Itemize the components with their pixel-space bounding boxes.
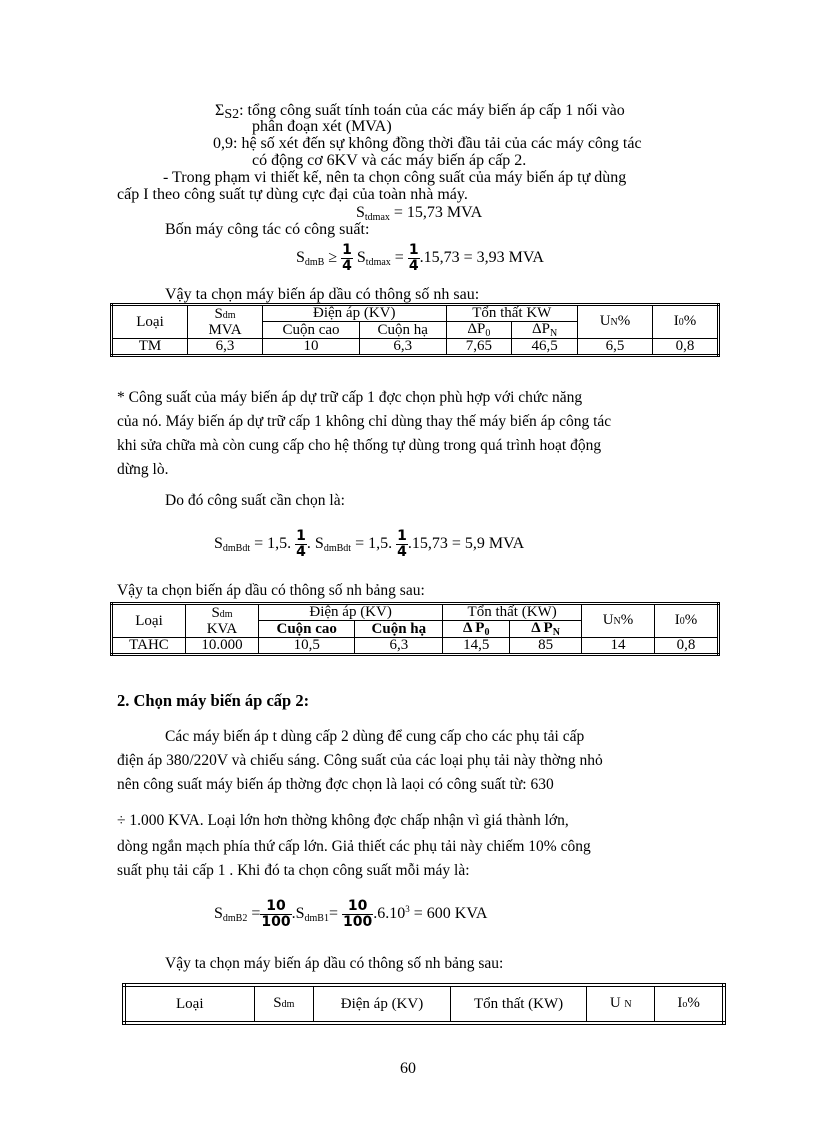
header-pn: Δ $P_N$	[510, 621, 582, 638]
table3-caption: Vậy ta chọn máy biến áp dầu có thông số nh bảng sau:	[165, 955, 504, 972]
header-dienap: Điện áp (KV)	[259, 604, 443, 621]
header-p0: $\Delta P_0$	[446, 322, 512, 339]
header-tonthat: Tổn thất KW	[446, 305, 577, 322]
reserve-line-1: * Công suất của máy biến áp dự trữ cấp 1 đợc chọn phù hợp với chức năng	[117, 389, 583, 406]
intro-line-4: có động cơ 6KV và các máy biến áp cấp 2.	[252, 152, 527, 169]
equation-sdmb2: SdmB2 = $\frac{10}{100}$ .SdmB1= $\frac{10}{100}$ $.6.10^3 = 600$ KVA	[214, 897, 488, 930]
section-heading: 2. Chọn máy biến áp cấp 2:	[117, 691, 310, 710]
equation-sdmbdt: SdmBdt = 1,5. $\frac{1}{4}$ . SdmBdt = 1,5. $\frac{1}{4}$ .15,73 = 5,9 MVA	[214, 527, 525, 560]
header-un: U N	[587, 985, 655, 1023]
intro-line-5: - Trong phạm vi thiết kế, nên ta chọn công suất của máy biến áp tự dùng	[163, 169, 627, 186]
intro-line-1: ΣS2: tổng công suất tính toán của các máy biến áp cấp 1 nối vào	[215, 102, 625, 122]
fraction-quarter: $\frac{1}{4}$	[342, 241, 352, 274]
header-sdm: Sdm	[254, 985, 314, 1023]
intro-line-6: cấp I theo công suất tự dùng cực đại của toàn nhà máy.	[117, 186, 468, 203]
table-row: TAHC 10.000 10,5 6,3 14,5 85 14 0,8	[112, 638, 719, 655]
header-un: UN%	[578, 305, 653, 339]
section2-line-6: suất phụ tải cấp 1 . Khi đó ta chọn công suất mỗi máy là:	[117, 862, 470, 879]
fraction-quarter: $\frac{1}{4}$	[408, 241, 419, 274]
four-machines-text: Bốn máy công tác có công suất:	[165, 221, 370, 238]
header-loai: Loại	[112, 305, 188, 339]
header-i0: Io%	[655, 985, 724, 1023]
intro-line-3: 0,9: hệ số xét đến sự không đồng thời đầu tải của các máy công tác	[213, 135, 642, 152]
header-p0: Δ $P_0$	[443, 621, 510, 638]
page-number: 60	[400, 1060, 416, 1077]
header-tonthat: Tổn thất (KW)	[443, 604, 582, 621]
header-cuoncao: Cuộn cao	[263, 322, 360, 339]
reserve-line-4: dừng lò.	[117, 461, 169, 478]
section2-line-5: dòng ngắn mạch phía thứ cấp lớn. Giả thiết các phụ tải này chiếm 10% công	[117, 838, 591, 855]
header-tonthat: Tổn thất (KW)	[450, 985, 587, 1023]
header-cuonha: Cuộn hạ	[359, 322, 446, 339]
fraction-quarter: $\frac{1}{4}$	[296, 527, 306, 560]
header-cuonha: Cuộn hạ	[355, 621, 443, 638]
header-dienap: Điện áp (KV)	[314, 985, 451, 1023]
fraction-quarter: $\frac{1}{4}$	[397, 527, 407, 560]
table2-caption: Vậy ta chọn biến áp dầu có thông số nh bảng sau:	[117, 582, 425, 599]
section2-line-2: điện áp 380/220V và chiếu sáng. Công suất của các loại phụ tải này thờng nhỏ	[117, 752, 603, 769]
section2-line-1: Các máy biến áp t dùng cấp 2 dùng để cung cấp cho các phụ tải cấp	[165, 728, 585, 745]
header-cuoncao: Cuộn cao	[259, 621, 355, 638]
header-pn: $\Delta P_N$	[512, 322, 578, 339]
reserve-line-3: khi sửa chữa mà còn cung cấp cho hệ thống tự dùng trong quá trình hoạt động	[117, 437, 602, 454]
fraction-tenth: $\frac{10}{100}$	[261, 897, 291, 930]
header-loai: Loại	[124, 985, 254, 1023]
reserve-line-2: của nó. Máy biến áp dự trữ cấp 1 không chỉ dùng thay thế máy biến áp công tác	[117, 413, 612, 430]
header-sdm: Sdm MVA	[188, 305, 263, 339]
header-i0: I0%	[655, 604, 719, 638]
sigma-symbol: Σ	[215, 102, 225, 119]
equation-tdmax: Stdmax = 15,73 MVA	[356, 204, 483, 223]
do-do-text: Do đó công suất cần chọn là:	[165, 492, 345, 509]
transformer-table-3	[122, 983, 726, 1025]
equation-sdmb: SdmB ≥ $\frac{1}{4}$ Stdmax = $\frac{1}{4}$ .15,73 = 3,93 MVA	[296, 241, 544, 274]
header-loai: Loại	[112, 604, 186, 638]
intro-line-2: phân đoạn xét (MVA)	[252, 118, 392, 135]
header-un: UN%	[582, 604, 655, 638]
fraction-tenth: $\frac{10}{100}$	[343, 897, 373, 930]
header-sdm: Sdm KVA	[186, 604, 259, 638]
header-i0: I0%	[653, 305, 719, 339]
section2-line-3: nên công suất máy biến áp thờng đợc chọn là laọi có công suất từ: 630	[117, 776, 554, 793]
transformer-table-1	[110, 303, 720, 357]
table-row: TM 6,3 10 6,3 7,65 46,5 6,5 0,8	[112, 339, 719, 356]
header-dienap: Điện áp (KV)	[263, 305, 447, 322]
table1-caption: Vậy ta chọn máy biến áp dầu có thông số nh sau:	[165, 286, 480, 303]
section2-line-4: ÷ 1.000 KVA. Loại lớn hơn thờng không đợc chấp nhận vì giá thành lớn,	[117, 812, 569, 829]
transformer-table-2	[110, 602, 720, 656]
